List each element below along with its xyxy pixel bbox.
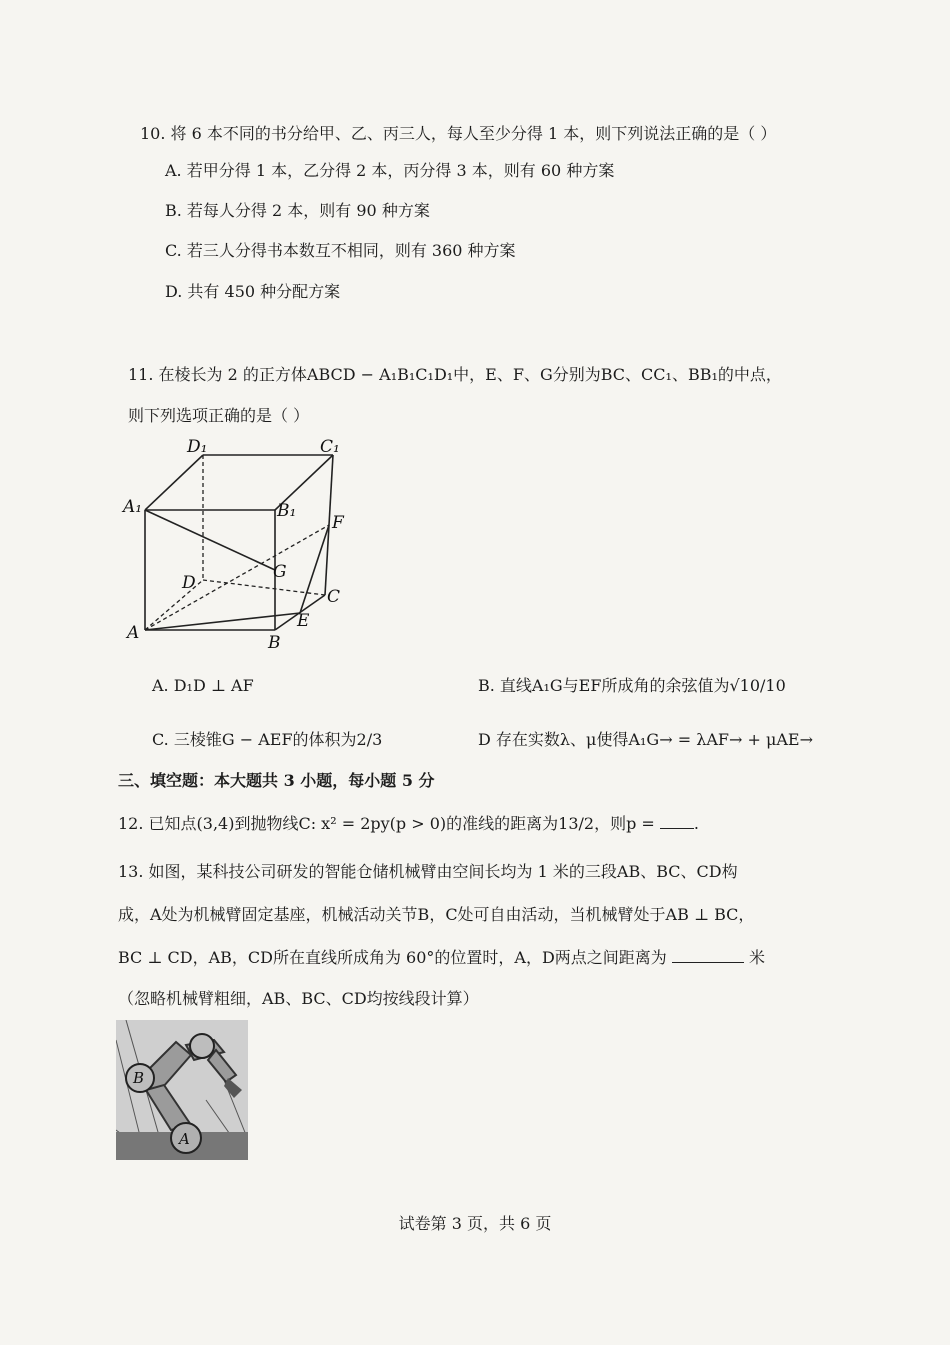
q11-option-a: A. D₁D ⊥ AF — [152, 676, 254, 695]
photo-label-a: A — [179, 1130, 190, 1148]
label-d: D — [182, 573, 196, 593]
q12-end: . — [693, 814, 699, 833]
segment-a1g — [145, 510, 275, 570]
robot-arm-image — [116, 1020, 248, 1160]
label-e: E — [297, 611, 310, 631]
label-a1: A₁ — [123, 497, 143, 517]
q13-answer-blank[interactable] — [672, 946, 744, 963]
section-3-heading: 三、填空题：本大题共 3 小题，每小题 5 分 — [118, 771, 435, 790]
label-c: C — [327, 587, 341, 607]
q13-line4: （忽略机械臂粗细，AB、BC、CD均按线段计算） — [118, 989, 479, 1008]
q10-option-b: B. 若每人分得 2 本，则有 90 种方案 — [165, 201, 430, 220]
q13-line2: 成，A处为机械臂固定基座，机械活动关节B，C处可自由活动，当机械臂处于AB ⊥ BC， — [118, 905, 755, 924]
cube-figure — [115, 430, 365, 660]
segment-ef — [300, 525, 329, 613]
edge-a1d1 — [145, 455, 203, 510]
label-b1: B₁ — [277, 501, 297, 521]
q13-line3 — [118, 946, 765, 969]
label-a: A — [127, 623, 140, 643]
q10-option-c: C. 若三人分得书本数互不相同，则有 360 种方案 — [165, 241, 516, 260]
label-c1: C₁ — [320, 437, 340, 457]
label-f: F — [332, 513, 344, 533]
q12-answer-blank[interactable] — [660, 812, 694, 829]
q10-option-d: D. 共有 450 种分配方案 — [165, 282, 341, 301]
q11-stem-line2: 则下列选项正确的是（ ） — [128, 406, 310, 425]
q11-option-b: B. 直线A₁G与EF所成角的余弦值为√10/10 — [478, 676, 786, 695]
q11-option-d: D 存在实数λ、μ使得A₁G→ = λAF→ + μAE→ — [478, 730, 814, 749]
q11-option-c: C. 三棱锥G − AEF的体积为2/3 — [152, 730, 383, 749]
page-footer: 试卷第 3 页，共 6 页 — [398, 1214, 552, 1233]
label-g: G — [273, 562, 287, 582]
q13-line1: 13. 如图，某科技公司研发的智能仓储机械臂由空间长均为 1 米的三段AB、BC、CD构 — [118, 862, 738, 881]
q10-option-a: A. 若甲分得 1 本，乙分得 2 本，丙分得 3 本，则有 60 种方案 — [165, 161, 615, 180]
q12-text: 12. 已知点(3,4)到抛物线C: x² = 2py(p > 0)的准线的距离为13/2，则p = — [118, 814, 655, 833]
q13-line3-text: BC ⊥ CD，AB，CD所在直线所成角为 60°的位置时，A，D两点之间距离为 — [118, 948, 667, 967]
photo-label-b: B — [133, 1069, 145, 1087]
q12-line — [118, 812, 699, 835]
q11-stem-line1: 11. 在棱长为 2 的正方体ABCD − A₁B₁C₁D₁中，E、F、G分别为BC、CC₁、BB₁的中点， — [128, 365, 782, 384]
label-b: B — [268, 633, 281, 653]
q13-unit: 米 — [749, 948, 766, 967]
label-d1: D₁ — [187, 437, 208, 457]
q10-stem: 10. 将 6 本不同的书分给甲、乙、丙三人，每人至少分得 1 本，则下列说法正确的是（ ） — [140, 124, 777, 143]
segment-ae — [145, 613, 300, 630]
